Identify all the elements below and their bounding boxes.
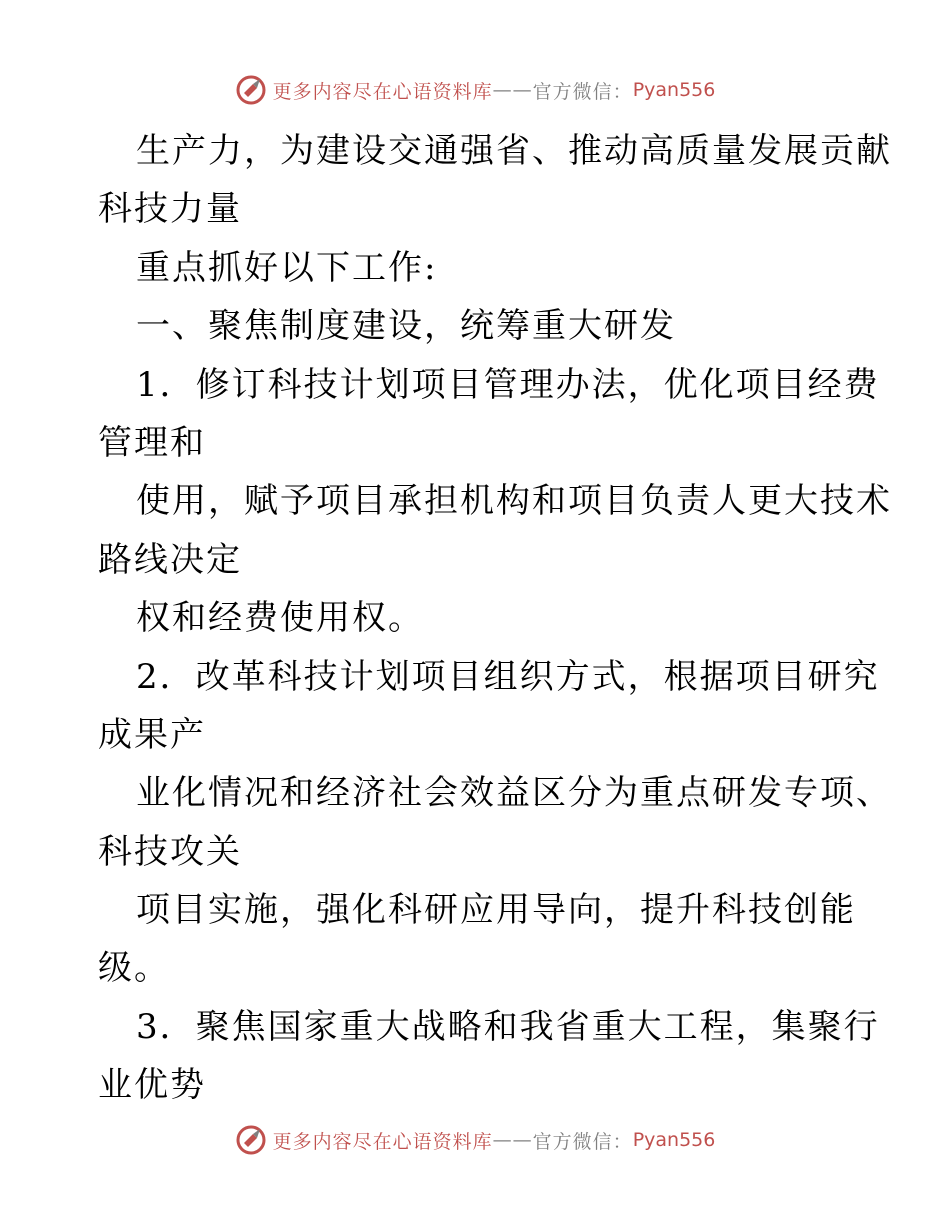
text-line: 权和经费使用权。: [136, 598, 424, 639]
watermark-wechat-id: Pyan556: [632, 79, 716, 101]
text-line: 管理和: [98, 422, 206, 463]
text-line: 科技攻关: [98, 831, 242, 872]
text-line: 2．改革科技计划项目组织方式，根据项目研究: [136, 656, 880, 697]
watermark-header: [0, 70, 950, 110]
watermark-main-text: 更多内容尽在心语资料库: [272, 80, 493, 103]
text-line: 成果产: [98, 714, 206, 755]
logo-icon: [235, 74, 267, 106]
text-line: 生产力，为建设交通强省、推动高质量发展贡献: [136, 131, 892, 171]
document-body: [98, 122, 892, 1115]
watermark-main-text: 更多内容尽在心语资料库: [272, 1130, 493, 1153]
watermark-dash: ——: [492, 1129, 533, 1151]
logo-icon: [235, 1124, 267, 1156]
watermark-official-label: 官方微信：: [532, 80, 633, 103]
text-line: 科技力量: [98, 189, 242, 230]
text-line: 级。: [98, 948, 170, 989]
text-line: 业优势: [98, 1065, 206, 1106]
watermark-official-label: 官方微信：: [532, 1130, 633, 1153]
text-line: 业化情况和经济社会效益区分为重点研发专项、: [136, 773, 892, 814]
text-line: 一、聚焦制度建设，统筹重大研发: [136, 306, 676, 347]
text-line: 项目实施，强化科研应用导向，提升科技创能: [136, 890, 856, 931]
text-line: 路线决定: [98, 539, 242, 580]
text-line: 1．修订科技计划项目管理办法，优化项目经费: [136, 364, 880, 405]
watermark-dash: ——: [492, 79, 533, 101]
watermark-wechat-id: Pyan556: [632, 1129, 716, 1151]
text-line: 3．聚焦国家重大战略和我省重大工程，集聚行: [136, 1006, 880, 1047]
text-line: 使用，赋予项目承担机构和项目负责人更大技术: [136, 481, 892, 522]
watermark-footer: [0, 1120, 950, 1160]
text-line: 重点抓好以下工作:: [136, 247, 438, 288]
